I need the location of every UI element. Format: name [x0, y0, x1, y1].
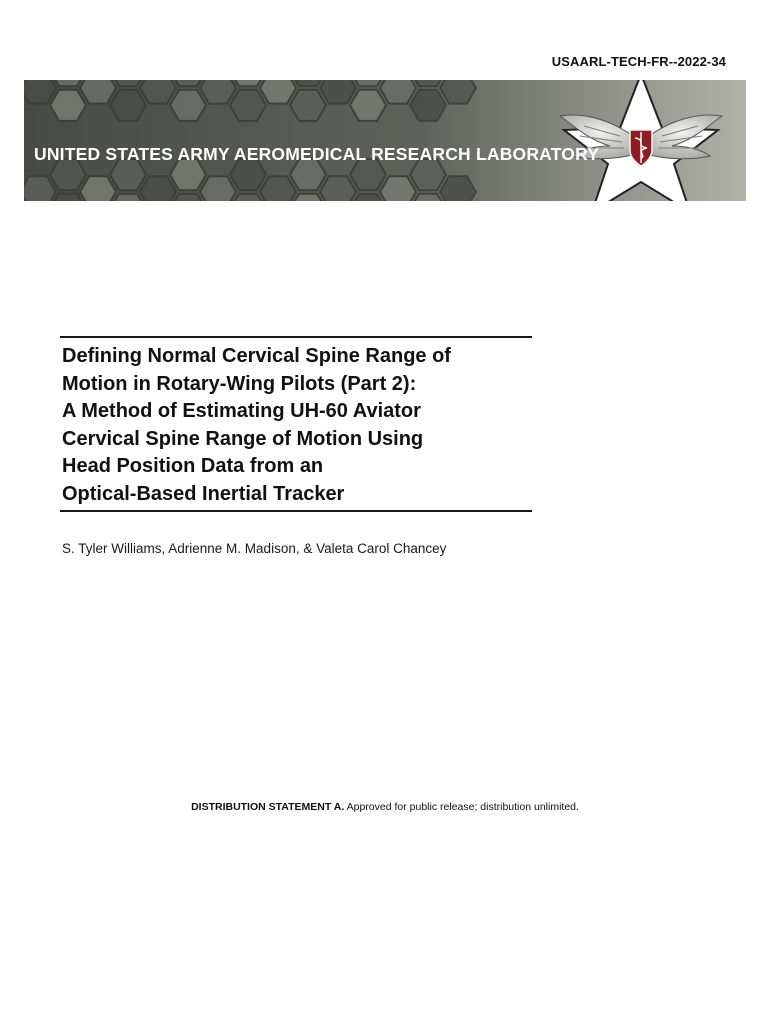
title-line: Motion in Rotary-Wing Pilots (Part 2):: [62, 372, 417, 395]
report-number: USAARL-TECH-FR--2022-34: [551, 54, 726, 69]
distribution-text: Approved for public release; distribution unlimited.: [344, 801, 579, 813]
banner-hexagon: [410, 90, 446, 121]
lab-name: UNITED STATES ARMY AEROMEDICAL RESEARCH LABORATORY: [34, 144, 600, 164]
title-rule-top: [60, 336, 532, 338]
banner-graphic: [24, 80, 746, 201]
document-title: [62, 343, 532, 508]
distribution-label: DISTRIBUTION STATEMENT A.: [191, 801, 345, 813]
authors: S. Tyler Williams, Adrienne M. Madison, & Valeta Carol Chancey: [62, 541, 447, 556]
title-rule-bottom: [60, 510, 532, 512]
distribution-statement: [0, 801, 770, 813]
title-line: Cervical Spine Range of Motion Using: [62, 427, 424, 450]
banner-hexagon: [290, 90, 326, 121]
banner-hexagon: [110, 90, 146, 121]
header-banner: [24, 80, 746, 201]
title-line: Head Position Data from an: [62, 455, 324, 477]
banner-hexagon: [230, 90, 266, 121]
banner-hexagon: [50, 90, 86, 121]
title-line: Defining Normal Cervical Spine Range of: [62, 345, 451, 367]
title-line: Optical-Based Inertial Tracker: [62, 482, 345, 505]
title-line: A Method of Estimating UH-60 Aviator: [62, 400, 421, 422]
banner-hexagon: [350, 90, 386, 121]
banner-hexagon: [170, 90, 206, 121]
